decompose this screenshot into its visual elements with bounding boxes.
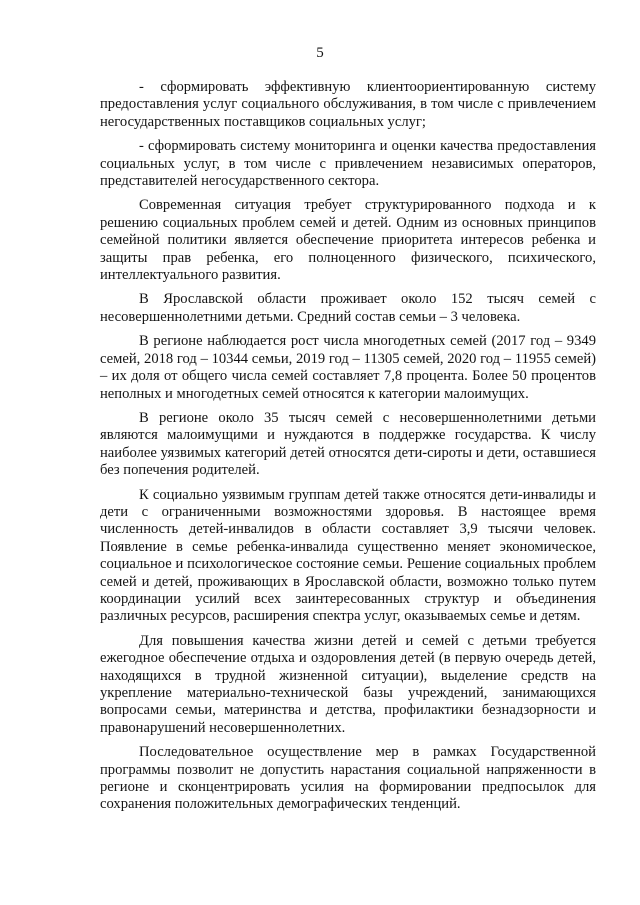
paragraph-disabled-children: К социально уязвимым группам детей также относятся дети-инвалиды и дети с ограниченными возможностями здоровья. В настоящее время численность детей-инвалидов в области составляет 3,9 тысячи человек. Появление в семье ребенка-инвалида существенно меняет экономическое, социальное и психологическое состояние семьи. Решение социальных проблем семей и детей, проживающих в Ярославской области, возможно только путем координации усилий всех заинтересованных структур и объединения различных ресурсов, расширения спектра услуг, оказываемых семье и детям. — [100, 486, 596, 625]
paragraph-large-families-growth: В регионе наблюдается рост числа многодетных семей (2017 год – 9349 семей, 2018 год – 10344 семьи, 2019 год – 11305 семей, 2020 год – 11955 семей) – их доля от общего числа семей составляет 7,8 процента. Более 50 процентов неполных и многодетных семей относятся к категории малоимущих. — [100, 333, 596, 402]
bullet-item-monitoring-system: - сформировать систему мониторинга и оценки качества предоставления социальных услуг, в том числе с привлечением независимых операторов, представителей негосударственного сектора. — [100, 138, 596, 190]
bullet-item-client-oriented-system: - сформировать эффективную клиентоориентированную систему предоставления услуг социального обслуживания, в том числе с привлечением негосударственных поставщиков социальных услуг; — [100, 79, 596, 130]
page-number: 5 — [316, 45, 324, 61]
paragraph-program-implementation: Последовательное осуществление мер в рамках Государственной программы позволит не допустить нарастания социальной напряженности в регионе и сконцентрировать усилия на формировании предпосылок для сохранения положительных демографических тенденций. — [100, 744, 596, 813]
paragraph-families-count: В Ярославской области проживает около 152 тысяч семей с несовершеннолетними детьми. Средний состав семьи – 3 человека. — [100, 291, 596, 325]
paragraph-quality-of-life: Для повышения качества жизни детей и семей с детьми требуется ежегодное обеспечение отдыха и оздоровления детей (в первую очередь детей, находящихся в трудной жизненной ситуации), выделение средств на укрепление материально-технической базы учреждений, занимающихся вопросами семьи, материнства и детства, профилактики безнадзорности и правонарушений несовершеннолетних. — [100, 632, 596, 736]
document-body — [100, 79, 596, 821]
paragraph-low-income-families: В регионе около 35 тысяч семей с несовершеннолетними детьми являются малоимущими и нуждаются в поддержке государства. К числу наиболее уязвимых категорий детей относятся дети-сироты и дети, оставшиеся без попечения родителей. — [100, 409, 596, 479]
paragraph-current-situation: Современная ситуация требует структурированного подхода и к решению социальных проблем семей и детей. Одним из основных принципов семейной политики является обеспечение приоритета интересов ребенка и защиты прав ребенка, его полноценного физического, психического, интеллектуального развития. — [100, 197, 596, 284]
